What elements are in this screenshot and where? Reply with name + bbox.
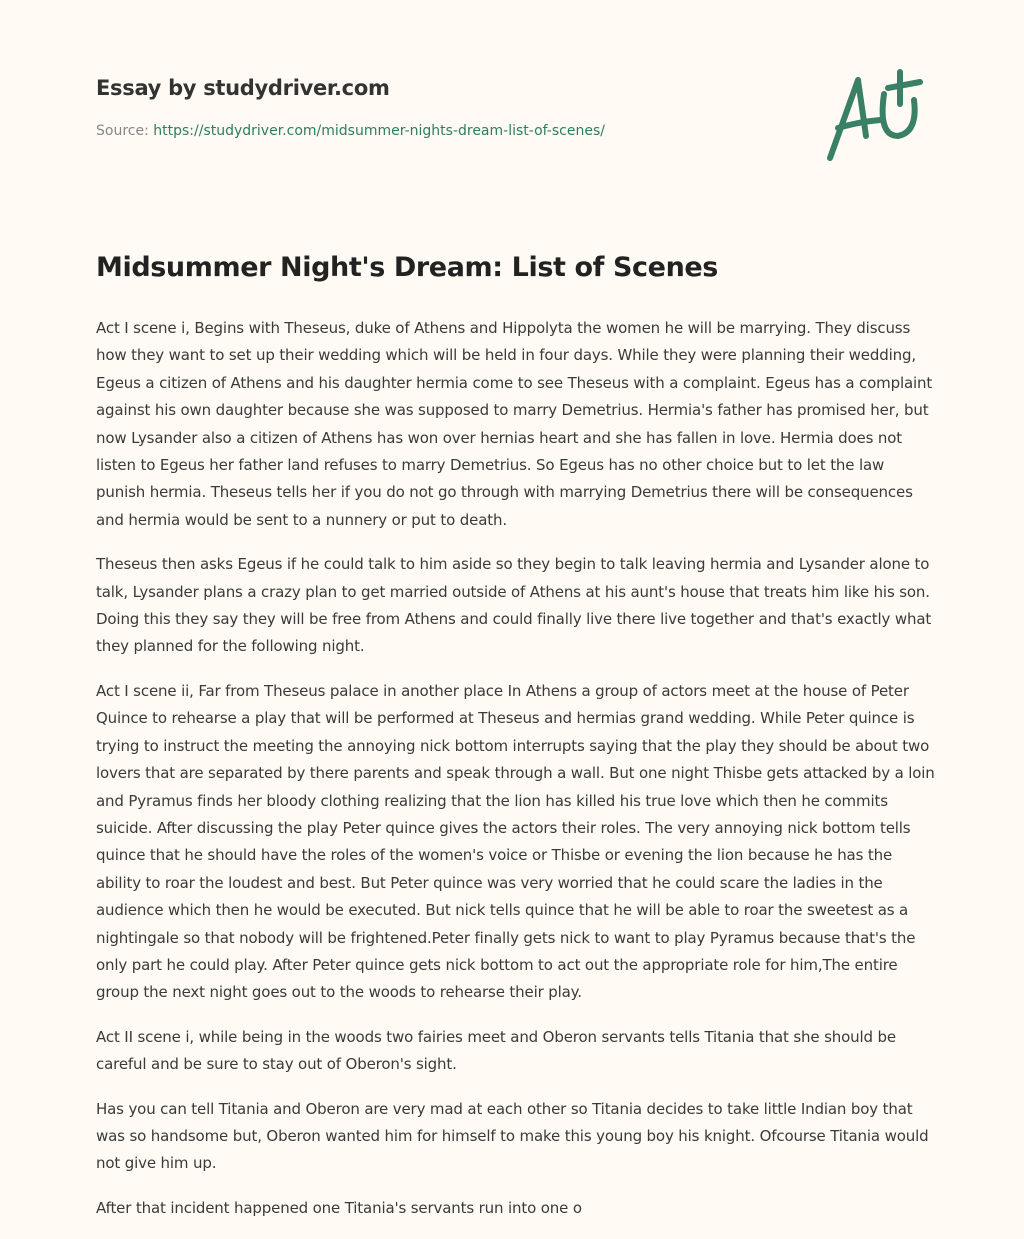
paragraph: Act I scene ii, Far from Theseus palace in another place In Athens a group of actors meet at the house of Peter Quince to rehearse a play that will be performed at Theseus and hermias grand wedding. While Peter quince is trying to instruct the meeting the annoying nick bottom interrupts saying that the play they should be about two lovers that are separated by there parents and speak through a wall. But one night Thisbe gets attacked by a loin and Pyramus finds her bloody clothing realizing that the lion has killed his true love which then he commits suicide. After discussing the play Peter quince gives the actors their roles. The very annoying nick bottom tells quince that he should have the roles of the women's voice or Thisbe or evening the lion because he has the ability to roar the loudest and best. But Peter quince was very worried that he could scare the ladies in the audience which then he would be executed. But nick tells quince that he will be able to roar the sweetest as a nightingale so that nobody will be frightened.Peter finally gets nick to want to play Pyramus because that's the only part he could play. After Peter quince gets nick bottom to act out the appropriate role for him,The entire group the next night goes out to the woods to rehearse their play.	[96, 681, 935, 1002]
paragraph: After that incident happened one Titania's servants run into one o	[96, 1198, 582, 1217]
source-line	[96, 123, 605, 139]
article-body	[96, 315, 936, 1239]
brand-title: Essay by studydriver.com	[96, 76, 390, 100]
paragraph: Theseus then asks Egeus if he could talk to him aside so they begin to talk leaving hermia and Lysander alone to talk, Lysander plans a crazy plan to get married outside of Athens at his aunt's house that treats him like his son. Doing this they say they will be free from Athens and could finally live there live together and that's exactly what they planned for the following night.	[96, 555, 932, 656]
a-plus-logo-icon	[818, 66, 928, 166]
source-label: Source:	[96, 123, 149, 139]
header	[0, 0, 1024, 210]
article-title: Midsummer Night's Dream: List of Scenes	[96, 252, 718, 283]
paragraph: Act II scene i, while being in the woods two fairies meet and Oberon servants tells Titania that she should be careful and be sure to stay out of Oberon's sight.	[96, 1027, 896, 1074]
source-link[interactable]: https://studydriver.com/midsummer-nights-dream-list-of-scenes/	[153, 123, 605, 139]
paragraph: Has you can tell Titania and Oberon are very mad at each other so Titania decides to take little Indian boy that was so handsome but, Oberon wanted him for himself to make this young boy his knight. Ofcourse Titania would not give him up.	[96, 1099, 929, 1173]
paragraph: Act I scene i, Begins with Theseus, duke of Athens and Hippolyta the women he will be marrying. They discuss how they want to set up their wedding which will be held in four days. While they were planning their wedding, Egeus a citizen of Athens and his daughter hermia come to see Theseus with a complaint. Egeus has a complaint against his own daughter because she was supposed to marry Demetrius. Hermia's father has promised her, but now Lysander also a citizen of Athens has won over hernias heart and she has fallen in love. Hermia does not listen to Egeus her father land refuses to marry Demetrius. So Egeus has no other choice but to let the law punish hermia. Theseus tells her if you do not go through with marrying Demetrius there will be consequences and hermia would be sent to a nunnery or put to death.	[96, 319, 933, 529]
